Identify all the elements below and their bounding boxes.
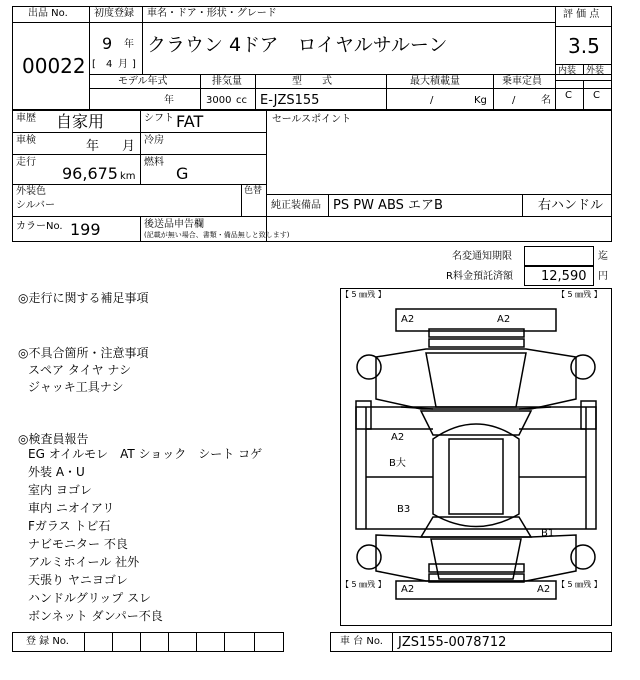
model-year-label: モデル年式 <box>118 76 168 87</box>
mark-front-left: A2 <box>401 314 415 325</box>
inspector-line: 室内 ヨゴレ <box>28 483 92 497</box>
mileage-value: 96,675 <box>62 164 118 183</box>
car-name-label: 車名・ドア・形状・グレード <box>147 8 277 19</box>
mileage-label: 走行 <box>16 157 36 168</box>
displacement-label: 排気量 <box>212 76 242 87</box>
inspector-line: ハンドルグリップ スレ <box>28 591 152 605</box>
inspector-line: 外装 A・U <box>28 465 85 479</box>
capacity-unit: 名 <box>541 95 551 106</box>
cooler-label: 冷房 <box>144 135 164 146</box>
registration-label: 登 録 No. <box>26 636 69 647</box>
mark-left-door-lower: B大 <box>389 458 406 469</box>
inspector-line: Fガラス トビ石 <box>28 519 111 533</box>
tire-front-left: 【 5 ㎜残 】 <box>341 290 386 299</box>
handle-value: 右ハンドル <box>538 198 604 213</box>
inspection-year-unit: 年 <box>86 139 100 154</box>
inspector-line: ボンネット ダンパー不良 <box>28 609 163 623</box>
color-label: 外装色 <box>16 186 46 197</box>
damage-diagram-frame <box>340 288 612 626</box>
grade-value: 3.5 <box>568 34 600 58</box>
load-unit: Kg <box>474 95 487 106</box>
repaint-label: 色替 <box>244 186 263 196</box>
inspector-line: 車内 ニオイアリ <box>28 501 115 515</box>
inspector-line: アルミホイール 社外 <box>28 555 140 569</box>
grade-label: 評 価 点 <box>563 9 600 20</box>
defect-line: スペア タイヤ ナシ <box>28 363 132 377</box>
exterior-grade: C <box>593 90 600 101</box>
shift-value: FAT <box>176 112 204 131</box>
exterior-label: 外装 <box>586 66 605 76</box>
capacity-label: 乗車定員 <box>502 76 542 87</box>
inspector-line: 天張り ヤニヨゴレ <box>28 573 128 587</box>
equipment-value: PS PW ABS エアB <box>333 198 443 213</box>
chassis-value: JZS155-0078712 <box>398 635 507 650</box>
history-value: 自家用 <box>56 112 105 131</box>
capacity-sep: / <box>512 95 516 106</box>
inspector-line: ナビモニター 不良 <box>28 537 128 551</box>
mark-front-right: A2 <box>497 314 511 325</box>
displacement-unit: cc <box>236 95 247 106</box>
first-reg-month: 4 <box>106 59 113 70</box>
lot-number: 00022 <box>22 54 86 78</box>
inspector-title: ◎検査員報告 <box>18 432 89 446</box>
name-change-label: 名変通知期限 <box>452 251 512 262</box>
color-no-label: カラーNo. <box>16 221 63 232</box>
name-change-box <box>524 246 594 266</box>
mark-right-rear: B1 <box>541 528 555 539</box>
fuel-label: 燃料 <box>144 157 164 168</box>
inspection-label: 車検 <box>16 135 36 146</box>
sales-point-label: セールスポイント <box>272 114 352 125</box>
recycle-unit: 円 <box>598 271 608 282</box>
model-year-unit: 年 <box>164 95 174 106</box>
driving-notes-title: ◎走行に関する補足事項 <box>18 291 149 305</box>
fuel-value: G <box>176 164 189 183</box>
first-reg-month-unit: 月 <box>118 59 128 70</box>
post-report-note: (記載が無い場合、書類・備品無しと致します) <box>144 231 290 239</box>
lot-label: 出品 No. <box>28 8 68 19</box>
first-reg-year-unit: 年 <box>124 39 134 50</box>
interior-label: 内装 <box>558 66 577 76</box>
inspector-line: EG オイルモレ AT ショック シート コゲ <box>28 447 263 461</box>
chassis-label: 車 台 No. <box>340 636 383 647</box>
equipment-label: 純正装備品 <box>271 200 321 211</box>
load-label: 最大積載量 <box>410 76 460 87</box>
defects-title: ◎不具合箇所・注意事項 <box>18 346 149 360</box>
load-sep: / <box>430 95 434 106</box>
post-report-label: 後送品申告欄 <box>144 219 204 230</box>
color-value: シルバー <box>16 200 56 211</box>
mark-rear-left: A2 <box>401 584 415 595</box>
tire-front-right: 【 5 ㎜残 】 <box>557 290 602 299</box>
mark-rear-right: A2 <box>537 584 551 595</box>
first-reg-year: 9 <box>102 34 113 53</box>
mark-left-door-upper: A2 <box>391 432 405 443</box>
type-label: 型 式 <box>292 76 332 87</box>
first-reg-month-bracket-close: ] <box>132 59 136 70</box>
color-no-value: 199 <box>70 220 101 239</box>
defect-line: ジャッキ工具ナシ <box>28 380 124 394</box>
displacement-value: 3000 <box>206 95 232 106</box>
interior-grade: C <box>565 90 572 101</box>
tire-rear-left: 【 5 ㎜残 】 <box>341 580 386 589</box>
recycle-label: R料金預託済額 <box>446 271 513 282</box>
car-name: クラウン 4ドア ロイヤルサルーン <box>147 34 448 56</box>
car-diagram <box>341 289 611 625</box>
inspection-month-unit: 月 <box>122 139 136 154</box>
mileage-unit: km <box>120 171 136 182</box>
history-label: 車歴 <box>16 113 36 124</box>
name-change-unit: 迄 <box>598 251 608 262</box>
first-reg-label: 初度登録 <box>94 8 134 19</box>
type-value: E-JZS155 <box>260 93 320 108</box>
mark-left-rear: B3 <box>397 504 411 515</box>
tire-rear-right: 【 5 ㎜残 】 <box>557 580 602 589</box>
first-reg-month-bracket: [ <box>92 59 96 70</box>
recycle-value: 12,590 <box>541 269 587 284</box>
shift-label: シフト <box>144 113 174 124</box>
